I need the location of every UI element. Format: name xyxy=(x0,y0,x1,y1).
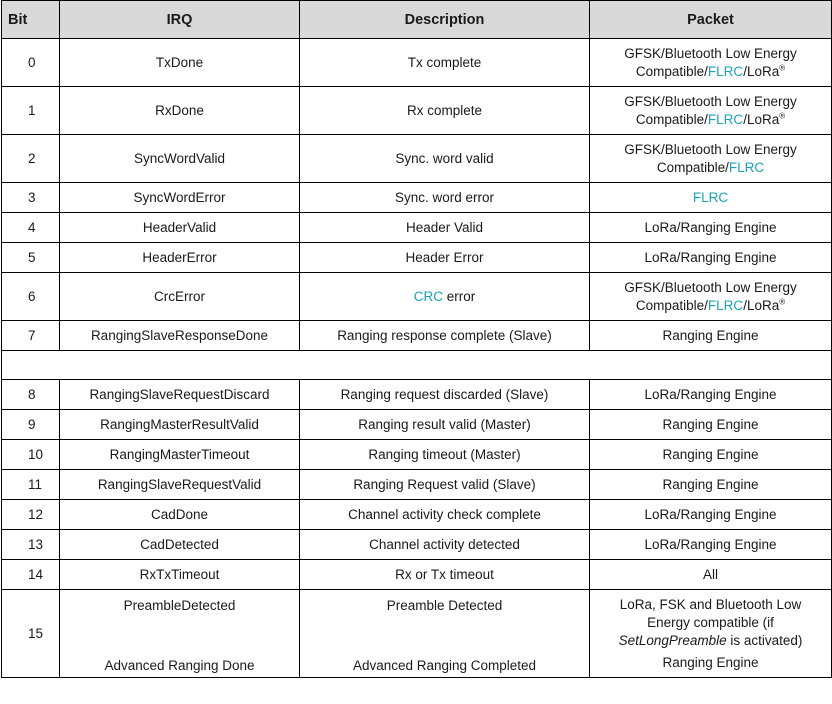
description-cell xyxy=(300,273,590,321)
bit-cell: 12 xyxy=(2,500,60,530)
table-row xyxy=(2,500,832,530)
table-row xyxy=(2,273,832,321)
table-row xyxy=(2,560,832,590)
packet-cell: Ranging Engine xyxy=(590,410,832,440)
packet-text: Energy compatible (if xyxy=(647,614,774,630)
packet-cell: LoRa/Ranging Engine xyxy=(590,530,832,560)
flrc-link[interactable]: FLRC xyxy=(692,189,729,205)
empty-cell xyxy=(2,351,832,380)
table-row xyxy=(2,410,832,440)
packet-text: GFSK/Bluetooth Low Energy xyxy=(624,141,797,157)
packet-text: GFSK/Bluetooth Low Energy xyxy=(624,93,797,109)
packet-cell: LoRa/Ranging Engine xyxy=(590,380,832,410)
flrc-link[interactable]: FLRC xyxy=(707,297,744,313)
packet-text: LoRa, FSK and Bluetooth Low xyxy=(619,596,802,612)
irq-text: PreambleDetected xyxy=(123,597,236,613)
table-row xyxy=(2,243,832,273)
packet-cell: Ranging Engine xyxy=(590,321,832,351)
description-cell: Header Valid xyxy=(300,213,590,243)
irq-cell: HeaderError xyxy=(60,243,300,273)
bit-cell: 6 xyxy=(2,273,60,321)
irq-cell xyxy=(60,590,300,678)
packet-cell: Ranging Engine xyxy=(590,470,832,500)
description-cell: Channel activity detected xyxy=(300,530,590,560)
packet-text: is activated) xyxy=(726,632,803,648)
irq-cell: RangingSlaveRequestDiscard xyxy=(60,380,300,410)
crc-link[interactable]: CRC xyxy=(413,288,443,304)
packet-cell xyxy=(590,87,832,135)
flrc-link[interactable]: FLRC xyxy=(728,159,765,175)
table-row xyxy=(2,530,832,560)
table-row xyxy=(2,39,832,87)
irq-cell: RangingMasterResultValid xyxy=(60,410,300,440)
bit-cell: 0 xyxy=(2,39,60,87)
registered-mark: ® xyxy=(779,63,786,72)
description-cell: Ranging result valid (Master) xyxy=(300,410,590,440)
irq-table xyxy=(1,0,832,678)
irq-cell: SyncWordValid xyxy=(60,135,300,183)
packet-cell: LoRa/Ranging Engine xyxy=(590,500,832,530)
description-cell: Ranging Request valid (Slave) xyxy=(300,470,590,500)
flrc-link[interactable]: FLRC xyxy=(707,63,744,79)
bit-cell: 13 xyxy=(2,530,60,560)
empty-row xyxy=(2,351,832,380)
irq-cell: HeaderValid xyxy=(60,213,300,243)
bit-cell: 9 xyxy=(2,410,60,440)
description-cell xyxy=(300,590,590,678)
packet-cell: Ranging Engine xyxy=(590,440,832,470)
packet-cell xyxy=(590,39,832,87)
packet-cell xyxy=(590,590,832,678)
description-text: Advanced Ranging Completed xyxy=(352,657,537,673)
irq-cell: SyncWordError xyxy=(60,183,300,213)
description-cell: Rx complete xyxy=(300,87,590,135)
table-row xyxy=(2,87,832,135)
description-cell: Ranging request discarded (Slave) xyxy=(300,380,590,410)
packet-text: Compatible/ xyxy=(635,63,708,79)
packet-text: Compatible/ xyxy=(635,297,708,313)
bit-cell: 1 xyxy=(2,87,60,135)
table-row xyxy=(2,470,832,500)
packet-cell: All xyxy=(590,560,832,590)
description-cell: Sync. word error xyxy=(300,183,590,213)
packet-cell xyxy=(590,273,832,321)
packet-text: /LoRa xyxy=(743,111,780,127)
description-cell: Sync. word valid xyxy=(300,135,590,183)
description-cell: Ranging response complete (Slave) xyxy=(300,321,590,351)
description-cell: Ranging timeout (Master) xyxy=(300,440,590,470)
table-row xyxy=(2,213,832,243)
bit-cell: 11 xyxy=(2,470,60,500)
packet-text: Compatible/ xyxy=(635,111,708,127)
bit-cell: 4 xyxy=(2,213,60,243)
header-packet: Packet xyxy=(590,1,832,39)
bit-cell: 3 xyxy=(2,183,60,213)
table-row xyxy=(2,590,832,678)
registered-mark: ® xyxy=(779,297,786,306)
packet-text: GFSK/Bluetooth Low Energy xyxy=(624,279,797,295)
irq-cell: RangingSlaveRequestValid xyxy=(60,470,300,500)
header-description: Description xyxy=(300,1,590,39)
packet-text: /LoRa xyxy=(743,297,780,313)
table-row xyxy=(2,321,832,351)
header-bit: Bit xyxy=(2,1,60,39)
irq-cell: RangingMasterTimeout xyxy=(60,440,300,470)
bit-cell: 10 xyxy=(2,440,60,470)
packet-text: Compatible/ xyxy=(656,159,729,175)
bit-cell: 8 xyxy=(2,380,60,410)
flrc-link[interactable]: FLRC xyxy=(707,111,744,127)
packet-cell: LoRa/Ranging Engine xyxy=(590,213,832,243)
irq-cell: RangingSlaveResponseDone xyxy=(60,321,300,351)
irq-cell: CrcError xyxy=(60,273,300,321)
function-name: SetLongPreamble xyxy=(618,632,727,648)
description-cell: Tx complete xyxy=(300,39,590,87)
bit-cell: 5 xyxy=(2,243,60,273)
description-cell: Rx or Tx timeout xyxy=(300,560,590,590)
packet-text: Ranging Engine xyxy=(662,654,759,670)
irq-cell: RxDone xyxy=(60,87,300,135)
bit-cell: 7 xyxy=(2,321,60,351)
packet-cell: LoRa/Ranging Engine xyxy=(590,243,832,273)
packet-cell xyxy=(590,135,832,183)
bit-cell: 2 xyxy=(2,135,60,183)
header-row xyxy=(2,1,832,39)
bit-cell: 15 xyxy=(2,590,60,678)
description-cell: Header Error xyxy=(300,243,590,273)
irq-cell: RxTxTimeout xyxy=(60,560,300,590)
irq-cell: TxDone xyxy=(60,39,300,87)
table-row xyxy=(2,183,832,213)
packet-cell xyxy=(590,183,832,213)
description-cell: Channel activity check complete xyxy=(300,500,590,530)
description-text: error xyxy=(442,288,476,304)
table-row xyxy=(2,135,832,183)
bit-cell: 14 xyxy=(2,560,60,590)
description-text: Preamble Detected xyxy=(386,597,503,613)
table-row xyxy=(2,380,832,410)
registered-mark: ® xyxy=(779,111,786,120)
header-irq: IRQ xyxy=(60,1,300,39)
table-row xyxy=(2,440,832,470)
packet-text: GFSK/Bluetooth Low Energy xyxy=(624,45,797,61)
irq-cell: CadDone xyxy=(60,500,300,530)
irq-cell: CadDetected xyxy=(60,530,300,560)
irq-text: Advanced Ranging Done xyxy=(104,657,255,673)
packet-text: /LoRa xyxy=(743,63,780,79)
